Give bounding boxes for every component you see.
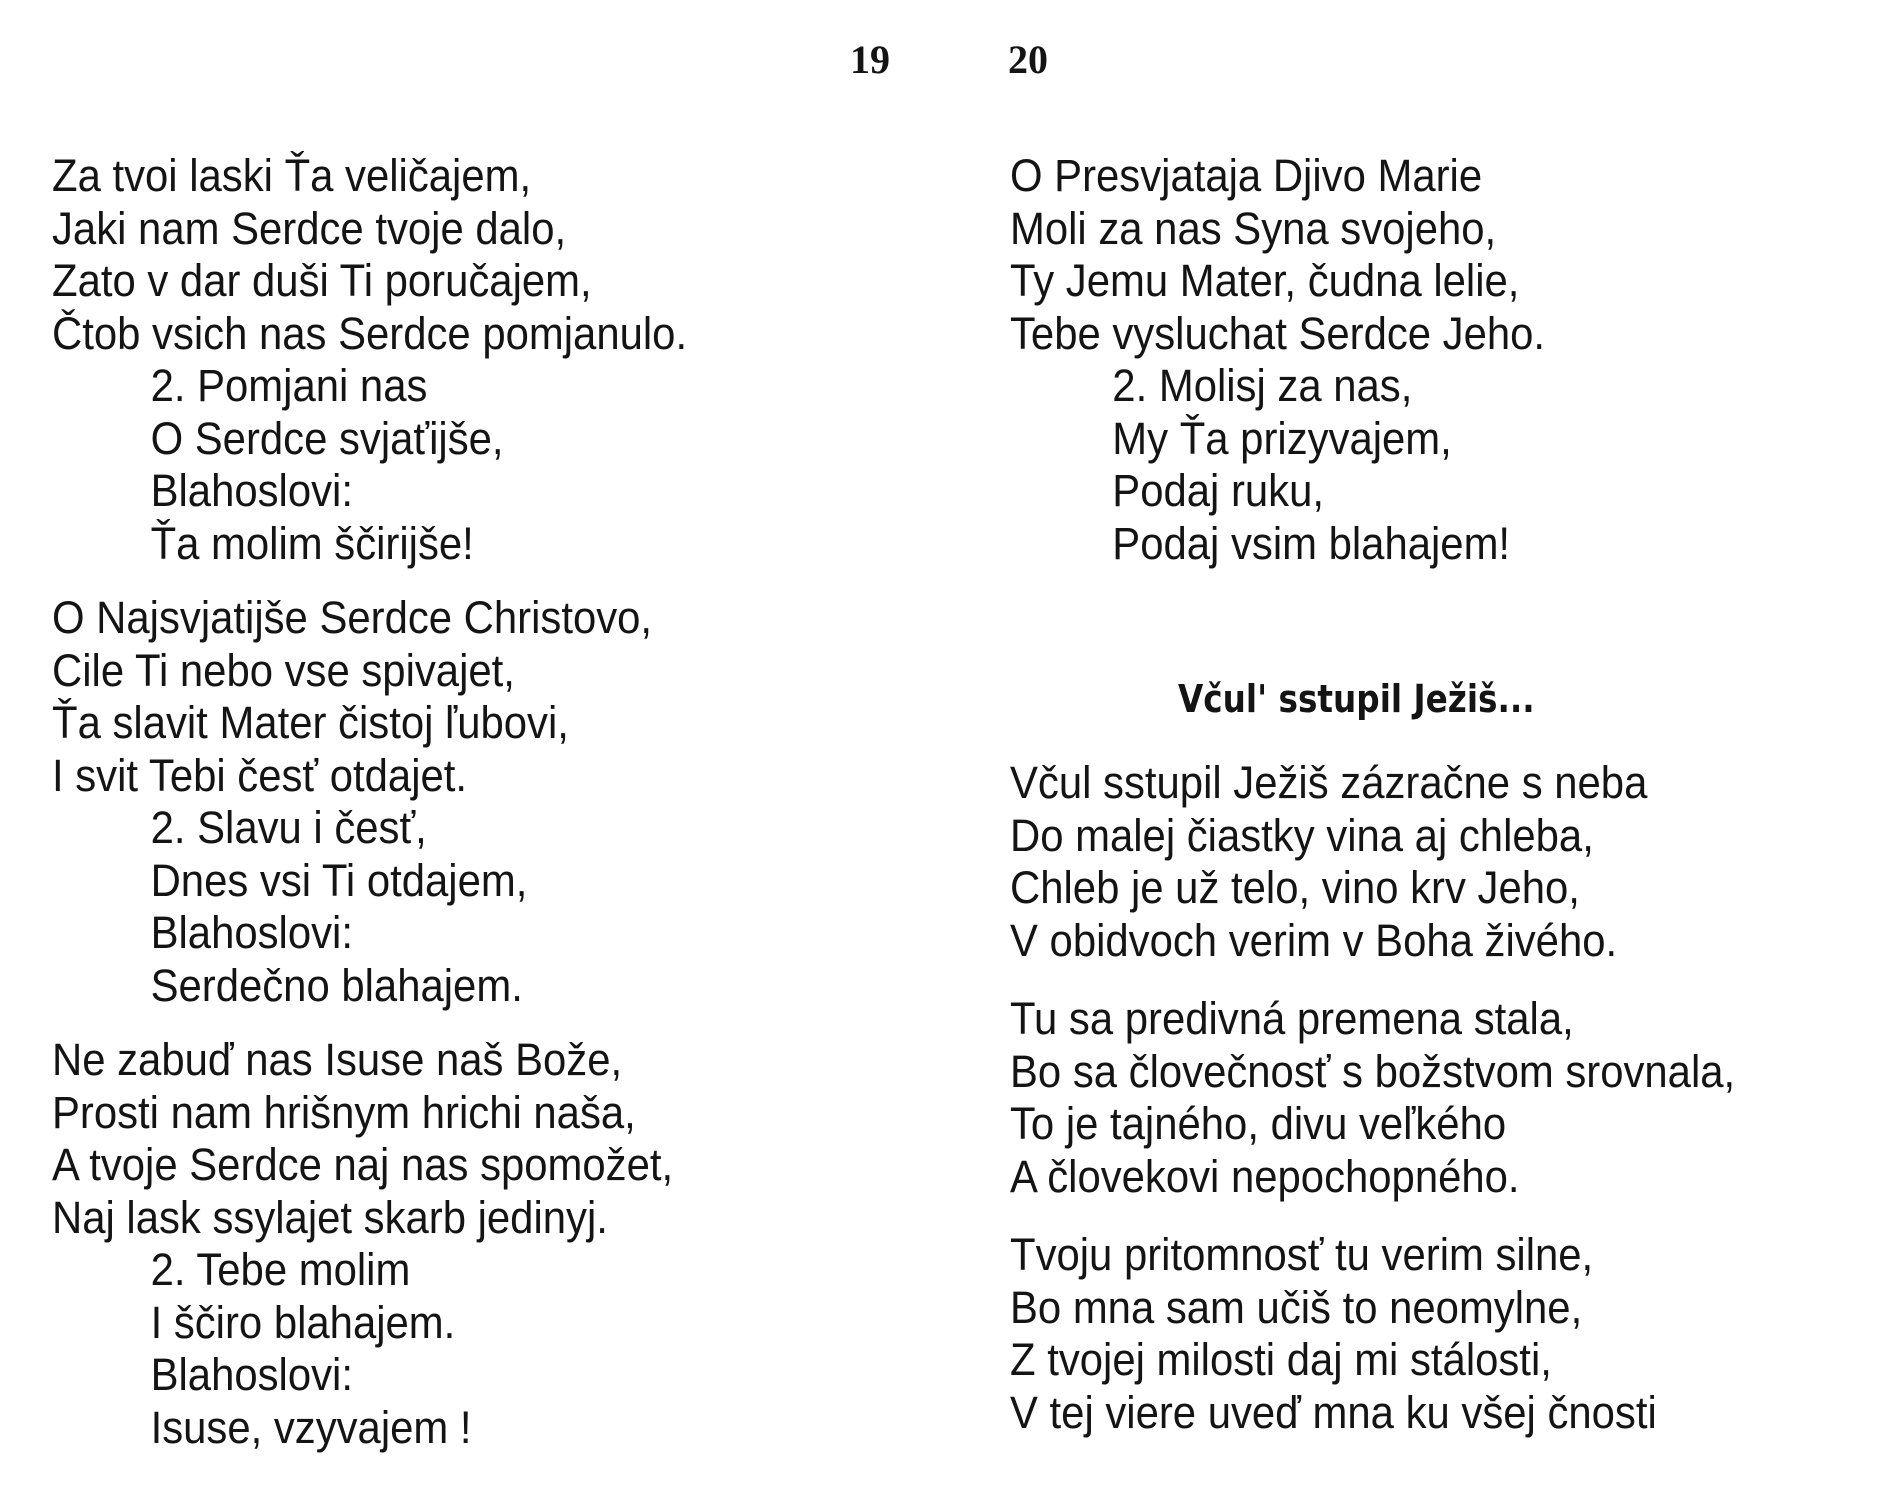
left-page bbox=[52, 150, 852, 1454]
verse-line: I svit Tebi česť otdajet. bbox=[52, 749, 468, 801]
verse-line: Ty Jemu Mater, čudna lelie, bbox=[1010, 255, 1520, 306]
refrain-line: 2. Molisj za nas, bbox=[1112, 360, 1413, 411]
refrain-line: 2. Pomjani nas bbox=[150, 360, 428, 411]
refrain-line: Dnes vsi Ti otdajem, bbox=[150, 854, 528, 906]
refrain-line: Blahoslovi: bbox=[150, 465, 353, 516]
refrain-line: 2. Tebe molim bbox=[150, 1244, 411, 1295]
verse-line: Prosti nam hrišnym hrichi naša, bbox=[52, 1086, 636, 1138]
song-stanza-1 bbox=[1010, 757, 1870, 967]
verse-line: A človekovi nepochopného. bbox=[1010, 1150, 1520, 1202]
left-stanza-3 bbox=[52, 1034, 852, 1454]
marian-prayer-stanza bbox=[1010, 150, 1870, 570]
verse-line: Čtob vsich nas Serdce pomjanulo. bbox=[52, 307, 688, 359]
refrain-line: I ščiro blahajem. bbox=[150, 1296, 456, 1348]
verse-line: Ťa slavit Mater čistoj ľubovi, bbox=[52, 697, 569, 748]
refrain-line: Blahoslovi: bbox=[150, 1349, 353, 1400]
refrain-line: 2. Slavu i česť, bbox=[150, 802, 427, 853]
verse-line: O Najsvjatijše Serdce Christovo, bbox=[52, 592, 653, 643]
verse-line: Ne zabuď nas Isuse naš Bože, bbox=[52, 1034, 623, 1085]
verse-line: To je tajného, divu veľkého bbox=[1010, 1098, 1507, 1149]
verse-line: Bo mna sam učiš to neomylne, bbox=[1010, 1281, 1583, 1333]
verse-line: Moli za nas Syna svojeho, bbox=[1010, 202, 1497, 254]
song-stanza-3 bbox=[1010, 1229, 1870, 1439]
refrain-line: Podaj ruku, bbox=[1112, 465, 1325, 516]
verse-line: Cile Ti nebo vse spivajet, bbox=[52, 644, 515, 696]
refrain-line: Serdečno blahajem. bbox=[150, 959, 523, 1011]
verse-line: V tej viere uveď mna ku všej čnosti bbox=[1010, 1386, 1657, 1438]
page-number-right: 20 bbox=[1008, 37, 1048, 82]
verse-line: Bo sa človečnosť s božstvom srovnala, bbox=[1010, 1045, 1736, 1097]
verse-line: Včul sstupil Ježiš zázračne s neba bbox=[1010, 757, 1648, 808]
verse-line: Chleb je už telo, vino krv Jeho, bbox=[1010, 862, 1580, 913]
song-stanza-2 bbox=[1010, 993, 1870, 1203]
verse-line: Z tvojej milosti daj mi stálosti, bbox=[1010, 1334, 1552, 1385]
verse-line: Tebe vysluchat Serdce Jeho. bbox=[1010, 307, 1546, 359]
refrain-line: Ťa molim ščirijše! bbox=[150, 517, 474, 569]
page-number-left: 19 bbox=[850, 37, 890, 82]
verse-line: V obidvoch verim v Boha živého. bbox=[1010, 914, 1618, 966]
verse-line: Do malej čiastky vina aj chleba, bbox=[1010, 809, 1594, 861]
verse-line: Tu sa predivná premena stala, bbox=[1010, 993, 1574, 1044]
verse-line: Zato v dar duši Ti poručajem, bbox=[52, 255, 592, 306]
right-page bbox=[1010, 150, 1870, 1439]
verse-line: Tvoju pritomnosť tu verim silne, bbox=[1010, 1229, 1594, 1280]
left-stanza-2 bbox=[52, 592, 852, 1012]
left-stanza-1 bbox=[52, 150, 852, 570]
verse-line: Za tvoi laski Ťa veličajem, bbox=[52, 150, 532, 201]
song-title: Včul' sstupil Ježiš... bbox=[1178, 677, 1535, 721]
refrain-line: O Serdce svjaťijše, bbox=[150, 412, 504, 464]
refrain-line: Blahoslovi: bbox=[150, 907, 353, 958]
verse-line: O Presvjataja Djivo Marie bbox=[1010, 150, 1483, 201]
verse-line: Jaki nam Serdce tvoje dalo, bbox=[52, 202, 567, 254]
verse-line: A tvoje Serdce naj nas spomožet, bbox=[52, 1139, 674, 1190]
refrain-line: My Ťa prizyvajem, bbox=[1112, 412, 1452, 464]
refrain-line: Isuse, vzyvajem ! bbox=[150, 1401, 472, 1453]
verse-line: Naj lask ssylajet skarb jedinyj. bbox=[52, 1191, 608, 1243]
refrain-line: Podaj vsim blahajem! bbox=[1112, 517, 1511, 569]
